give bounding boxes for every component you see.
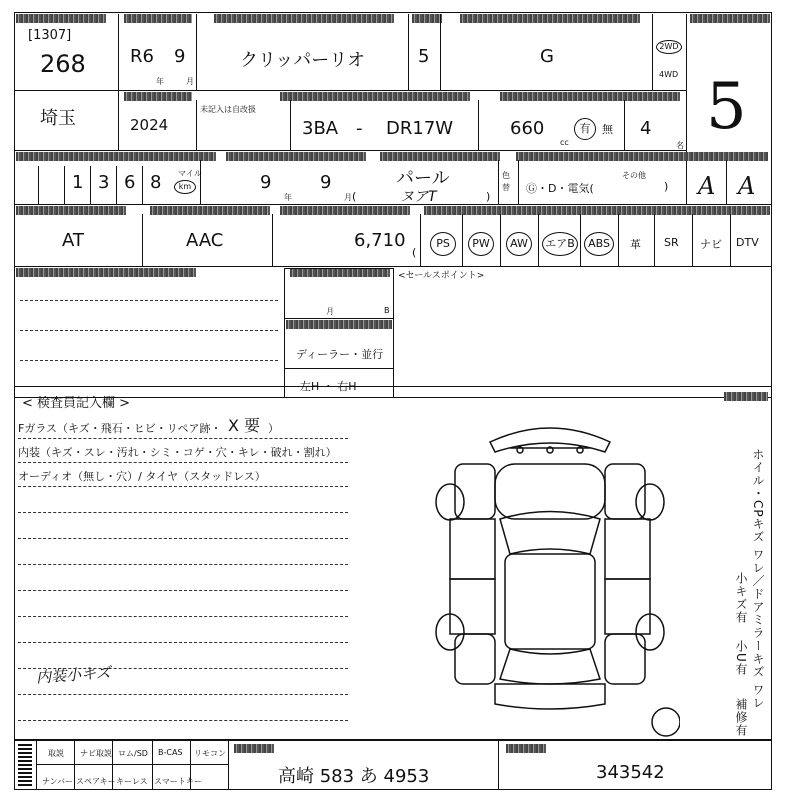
header-strip [150, 206, 270, 215]
year-era: R6 [130, 46, 154, 67]
inspector-line1-mark: X 要 [228, 416, 261, 435]
header-strip [380, 152, 500, 161]
header-strip [214, 14, 394, 23]
history-dealer: ディーラー・並行 [296, 348, 384, 361]
rear-fender-right [605, 634, 645, 684]
mileage-km: km [174, 180, 196, 194]
sale-point-label: <セールスポイント> [398, 271, 485, 281]
front-door-left [450, 519, 495, 579]
engine-cc: 660 [510, 118, 545, 139]
color-code: ヌアT [400, 189, 437, 205]
inspector-line1: Fガラス（キズ・飛石・ヒビ・リペア跡・ [18, 422, 222, 435]
price: 6,710 [354, 230, 406, 251]
header-strip [124, 14, 192, 23]
turbo-yes: 有 [574, 118, 596, 140]
equip-abs: ABS [584, 232, 614, 256]
inspection-month: 9 [320, 172, 332, 193]
turbo-no: 無 [602, 123, 613, 136]
mileage-digit: 6 [124, 172, 136, 193]
header-strip [506, 744, 546, 753]
aircon: AAC [186, 230, 224, 251]
side-note-col1: ホイル・CPキズ ワレ／ドアミラーキズ ワレ [751, 448, 765, 710]
header-strip [280, 92, 470, 101]
wheel-fl [436, 484, 464, 520]
windshield [500, 512, 600, 555]
wheel-fr [636, 484, 664, 520]
license-plate: 高崎 583 あ 4953 [278, 766, 430, 787]
rear-door-left [450, 579, 495, 634]
drive-2wd: 2WD [656, 40, 682, 54]
inspector-title: < 検査員記入欄 > [22, 396, 131, 411]
equip-sr: SR [664, 236, 679, 249]
chassis-dash: - [356, 118, 363, 139]
header-strip [16, 268, 196, 277]
header-strip [286, 320, 392, 329]
eval-interior: A [698, 172, 716, 200]
header-strip [226, 152, 366, 161]
header-strip [124, 92, 192, 101]
history-handle: 左H ・ 右H [300, 380, 357, 393]
lot-code: [1307] [28, 28, 72, 43]
inspector-line2: 内装（キズ・スレ・汚れ・シミ・コゲ・穴・キレ・破れ・割れ） [18, 446, 337, 459]
equip-navi: ナビ [700, 238, 722, 251]
mileage-digit: 1 [72, 172, 84, 193]
overall-score: 5 [706, 70, 747, 144]
car-diagram [420, 414, 680, 744]
header-strip [412, 14, 442, 23]
side-note-col4: 補修有 [734, 698, 748, 737]
front-door-right [605, 519, 650, 579]
year-month: 9 [174, 46, 186, 67]
region: 埼玉 [40, 108, 76, 129]
fuel-options: Ⓖ・D・電気( [526, 182, 594, 195]
equip-dtv: DTV [736, 236, 759, 249]
mileage-digit: 3 [98, 172, 110, 193]
color-name: パール [396, 168, 450, 189]
header-strip [234, 744, 274, 753]
header-strip [500, 92, 680, 101]
header-strip [16, 206, 126, 215]
model-name: クリッパーリオ [240, 50, 366, 71]
drive-4wd: 4WD [659, 70, 679, 79]
stock-number: 343542 [596, 762, 665, 783]
spare-wheel [652, 708, 680, 736]
header-strip [424, 206, 770, 215]
color-change: 色替 [502, 171, 510, 192]
equip-airbag: エアB [542, 232, 578, 256]
rear-fender-left [455, 634, 495, 684]
roof [505, 554, 595, 649]
mileage-digit: 8 [150, 172, 162, 193]
chassis-code: DR17W [386, 118, 454, 139]
lot-number: 268 [40, 50, 86, 78]
seats: 4 [640, 118, 652, 139]
equip-aw: AW [506, 232, 532, 256]
header-strip [460, 14, 640, 23]
rear-bumper [495, 684, 605, 709]
eval-exterior: A [738, 172, 756, 200]
barcode-mark [18, 744, 32, 786]
header-strip [690, 14, 770, 23]
chassis-prefix: 3BA [302, 118, 339, 139]
transmission: AT [62, 230, 84, 251]
header-strip [724, 392, 768, 401]
header-strip [16, 152, 216, 161]
equip-ps: PS [430, 232, 456, 256]
inspector-line3: オーディオ（無し・穴）/ タイヤ（スタッドレス） [18, 470, 266, 483]
header-strip [280, 206, 410, 215]
side-note-col3: 小U有 [734, 640, 748, 676]
model-doors: 5 [418, 46, 430, 67]
note-small: 未記入は自改扱 [200, 105, 256, 114]
first-reg-year: 2024 [130, 116, 169, 134]
side-note-col2: 小キズ有 [734, 572, 748, 624]
handwritten-note: 内装小キズ [35, 663, 112, 687]
mileage-unit: マイル [178, 169, 202, 178]
equip-leather: 革 [630, 238, 641, 251]
equip-pw: PW [468, 232, 494, 256]
rear-glass [500, 649, 600, 684]
header-strip [16, 14, 106, 23]
header-strip [516, 152, 768, 161]
rear-door-right [605, 579, 650, 634]
inspection-year: 9 [260, 172, 272, 193]
model-grade: G [540, 46, 554, 67]
